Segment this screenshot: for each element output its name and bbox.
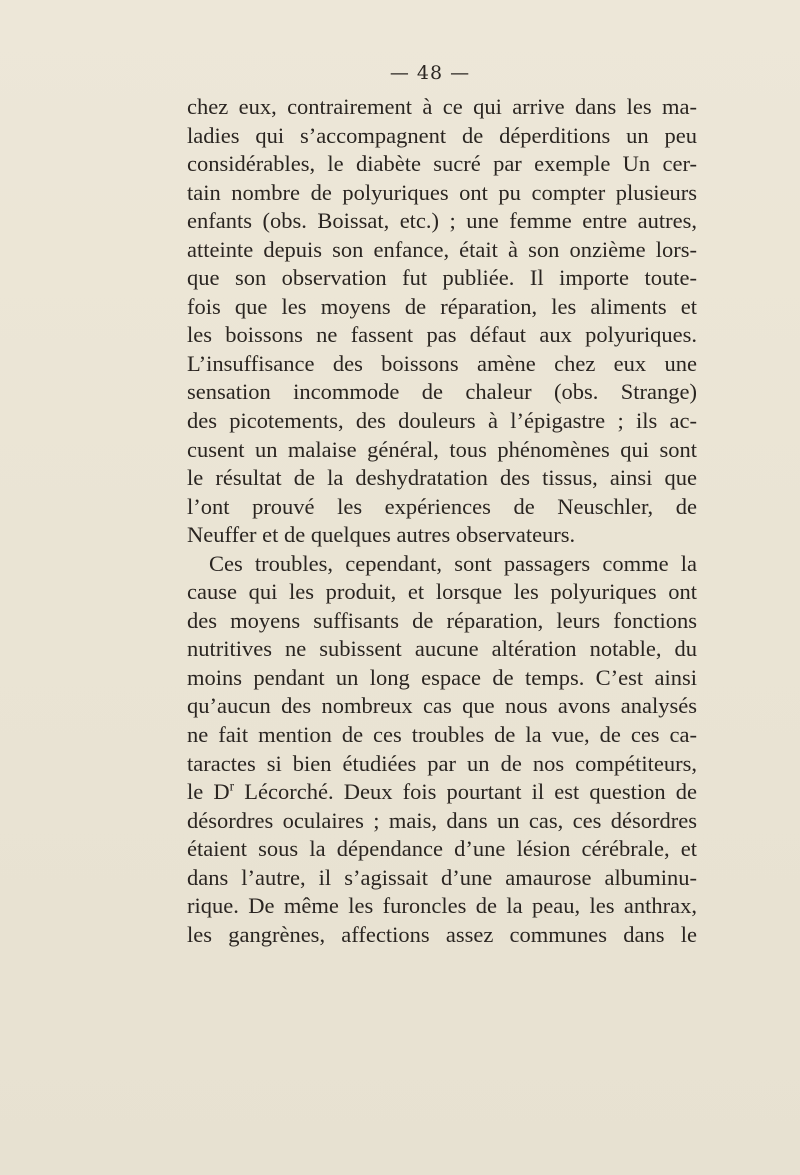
text-line: nutritives ne subissent aucune altération notable, du: [187, 636, 697, 662]
text-line: dans l’autre, il s’agissait d’une amaurose albuminu-: [187, 864, 697, 890]
text-line: ne fait mention de ces troubles de la vue, de ces ca-: [187, 722, 697, 748]
text-line: fois que les moyens de réparation, les aliments et: [187, 293, 697, 319]
text-line: atteinte depuis son enfance, était à son onzième lors-: [187, 236, 697, 262]
line-segment: Lécorché. Deux fois pourtant il est question de: [234, 779, 697, 805]
text-line: des picotements, des douleurs à l’épigastre ; ils ac-: [187, 408, 697, 434]
text-line: moins pendant un long espace de temps. C’est ainsi: [187, 664, 697, 690]
line-segment: le D: [187, 779, 230, 805]
text-line: qu’aucun des nombreux cas que nous avons analysés: [187, 693, 697, 719]
text-line: enfants (obs. Boissat, etc.) ; une femme entre autres,: [187, 208, 697, 234]
text-line: considérables, le diabète sucré par exemple Un cer-: [187, 151, 697, 177]
text-line: ladies qui s’accompagnent de déperditions un peu: [187, 122, 697, 148]
text-line: tain nombre de polyuriques ont pu compter plusieurs: [187, 179, 697, 205]
text-line: étaient sous la dépendance d’une lésion cérébrale, et: [187, 836, 697, 862]
text-line: chez eux, contrairement à ce qui arrive dans les ma-: [187, 94, 697, 119]
paragraph-start-line: Ces troubles, cependant, sont passagers comme la: [209, 550, 697, 576]
paragraph-end-line: Neuffer et de quelques autres observateurs.: [187, 522, 576, 548]
text-line: l’ont prouvé les expériences de Neuschler, de: [187, 493, 697, 519]
text-line: rique. De même les furoncles de la peau, les anthrax,: [187, 893, 697, 919]
superscript: r: [229, 778, 235, 794]
text-line: les boissons ne fassent pas défaut aux polyuriques.: [187, 322, 697, 348]
page-number: — 48 —: [389, 62, 471, 84]
text-line: les gangrènes, affections assez communes dans le: [187, 921, 697, 947]
text-line: que son observation fut publiée. Il importe toute-: [187, 265, 697, 291]
text-line: des moyens suffisants de réparation, leurs fonctions: [187, 607, 697, 633]
text-line-with-superscript: [187, 778, 697, 807]
text-line: cusent un malaise général, tous phénomènes qui sont: [187, 436, 697, 462]
text-line: L’insuffisance des boissons amène chez eux une: [187, 350, 697, 376]
text-line: cause qui les produit, et lorsque les polyuriques ont: [187, 579, 697, 605]
body-text: [187, 93, 697, 949]
text-line: le résultat de la deshydratation des tissus, ainsi que: [187, 465, 697, 491]
text-line: taractes si bien étudiées par un de nos compétiteurs,: [187, 750, 697, 776]
text-line: sensation incommode de chaleur (obs. Strange): [187, 379, 697, 405]
text-line: désordres oculaires ; mais, dans un cas, ces désordres: [187, 807, 697, 833]
